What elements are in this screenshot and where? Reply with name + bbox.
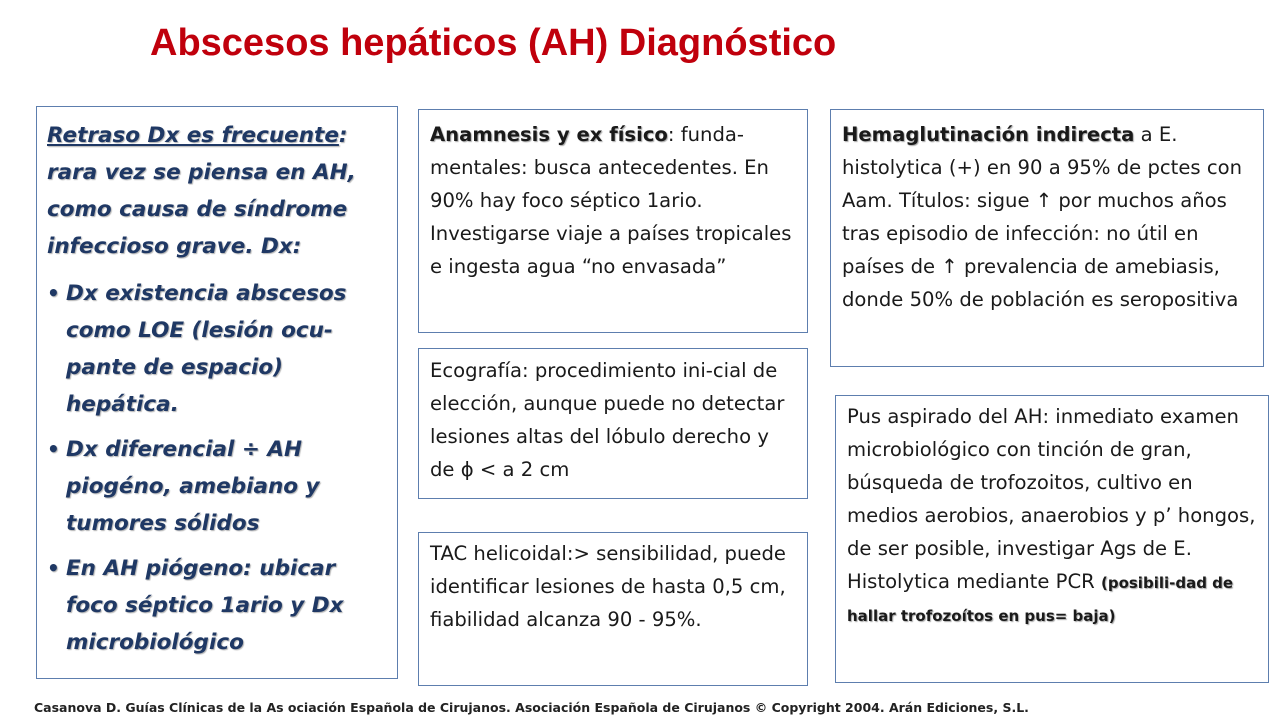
ecografia-body: Ecografía: procedimiento ini-cial de elección, aunque puede no detectar lesiones altas del lóbulo derecho y de ϕ < a 2 cm [430,359,785,481]
left-bullet-text: Dx existencia abscesos como LOE (lesión ocu-pante de espacio) hepática. [66,281,347,417]
anamnesis-body: : funda-mentales: busca antecedentes. En 90% hay foco séptico 1ario. Investigarse viaje a países tropicales e ingesta agua “no envasada” [430,123,792,278]
left-lead-underlined: Retraso Dx es frecuente [47,123,339,148]
left-bullet-list [47,275,391,661]
tac-box [418,532,808,686]
bullet-icon: • [47,556,60,580]
left-lead-rest: : rara vez se piensa en AH, como causa de síndrome infeccioso grave. Dx: [47,123,356,259]
bullet-icon: • [47,281,60,305]
left-bullet-item [47,275,391,423]
citation-footer: Casanova D. Guías Clínicas de la As ociación Española de Cirujanos. Asociación Española de Cirujanos © Copyright 2004. Arán Ediciones, S.L. [34,700,1029,715]
left-bullet-text: Dx diferencial ÷ AH piogéno, amebiano y tumores sólidos [66,437,320,536]
slide-title: Abscesos hepáticos (AH) Diagnóstico [150,22,837,64]
left-bullet-item [47,550,391,661]
left-summary-box [36,106,398,679]
pus-note: (posibili-dad de hallar trofozoítos en pus= baja) [847,574,1234,625]
bullet-icon: • [47,437,60,461]
hemaglutinacion-heading: Hemaglutinación indirecta [842,123,1135,146]
hemaglutinacion-box [830,109,1264,367]
hemaglutinacion-body: a E. histolytica (+) en 90 a 95% de pctes con Aam. Títulos: sigue ↑ por muchos años tras episodio de infección: no útil en países de ↑ prevalencia de amebiasis, donde 50% de población es seropositiva [842,123,1243,311]
pus-body: Pus aspirado del AH: inmediato examen microbiológico con tinción de gran, búsqueda de trofozoitos, cultivo en medios aerobios, anaerobios y p’ hongos, de ser posible, investigar Ags de E. Histolytica mediante PCR [847,405,1256,593]
anamnesis-box [418,109,808,333]
left-bullet-text: En AH piógeno: ubicar foco séptico 1ario y Dx microbiológico [66,556,344,655]
tac-body: TAC helicoidal:> sensibilidad, puede identificar lesiones de hasta 0,5 cm, fiabilidad alcanza 90 - 95%. [430,542,786,631]
left-bullet-item [47,431,391,542]
left-lead-paragraph [47,117,391,265]
ecografia-box [418,348,808,499]
anamnesis-heading: Anamnesis y ex físico [430,123,668,146]
pus-box [835,395,1269,683]
